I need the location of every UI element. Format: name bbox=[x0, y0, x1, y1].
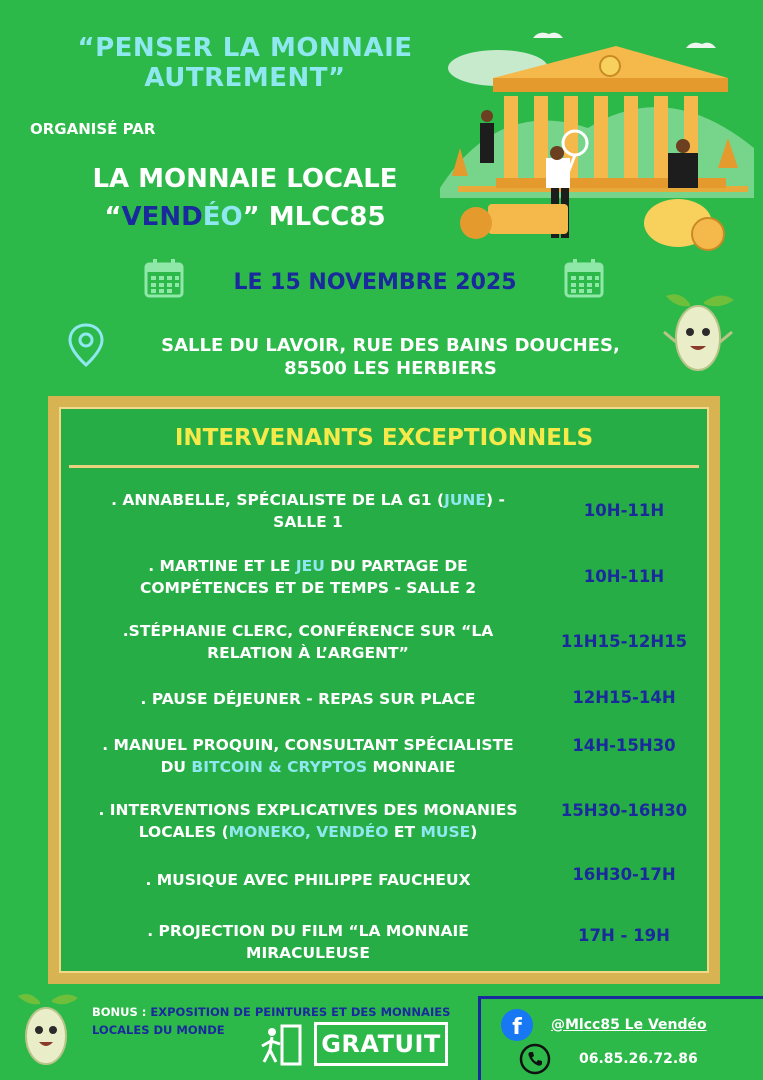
item-highlight: MUSE bbox=[420, 823, 471, 841]
item-text: . MANUEL PROQUIN, CONSULTANT SPÉCIALISTE bbox=[102, 736, 514, 754]
facebook-handle-link[interactable]: @Mlcc85 Le Vendéo bbox=[551, 1017, 707, 1033]
olive-mascot bbox=[12, 990, 80, 1072]
organised-by-label: ORGANISÉ PAR bbox=[30, 120, 156, 138]
program-item-text bbox=[63, 688, 553, 710]
program-item-time: 14H-15H30 bbox=[572, 736, 676, 755]
event-date: LE 15 NOVEMBRE 2025 bbox=[233, 270, 517, 295]
program-item-time: 12H15-14H bbox=[572, 688, 676, 707]
item-text: DU PARTAGE DE bbox=[324, 557, 468, 575]
event-address bbox=[118, 334, 663, 380]
bonus-label: BONUS : bbox=[92, 1005, 147, 1019]
phone-icon bbox=[519, 1043, 551, 1075]
program-item-text bbox=[63, 869, 553, 891]
organiser-line-2 bbox=[40, 198, 450, 236]
item-highlight: BITCOIN & CRYPTOS bbox=[191, 758, 368, 776]
bank-illustration bbox=[438, 8, 756, 258]
program-item-text bbox=[63, 620, 553, 664]
calendar-icon bbox=[564, 258, 604, 298]
program-item-text bbox=[63, 489, 553, 533]
item-text: . INTERVENTIONS EXPLICATIVES DES MONANIES bbox=[98, 801, 518, 819]
vendeo-part-1: VEND bbox=[121, 202, 203, 232]
location-pin-icon bbox=[66, 322, 106, 368]
address-line-1: SALLE DU LAVOIR, RUE DES BAINS DOUCHES, bbox=[161, 335, 620, 356]
item-text: MIRACULEUSE bbox=[246, 944, 370, 962]
divider bbox=[69, 465, 699, 468]
program-item-time: 11H15-12H15 bbox=[560, 632, 688, 651]
program-item-text bbox=[63, 734, 553, 778]
program-item-time: 10H-11H bbox=[583, 501, 665, 520]
item-highlight: MONEKO, VENDÉO bbox=[228, 823, 389, 841]
program-title: INTERVENANTS EXCEPTIONNELS bbox=[174, 425, 594, 451]
olive-mascot bbox=[660, 290, 738, 380]
program-item-time: 10H-11H bbox=[583, 567, 665, 586]
item-text: . MARTINE ET LE bbox=[148, 557, 296, 575]
program-panel bbox=[48, 396, 720, 984]
facebook-icon[interactable] bbox=[501, 1009, 533, 1041]
event-title bbox=[40, 33, 450, 93]
item-text: .STÉPHANIE CLERC, CONFÉRENCE SUR “LA bbox=[122, 622, 494, 640]
item-text: MONNAIE bbox=[367, 758, 456, 776]
bonus-text: LOCALES DU MONDE bbox=[92, 1023, 225, 1037]
title-line-1: “PENSER LA MONNAIE bbox=[77, 33, 413, 63]
calendar-icon bbox=[144, 258, 184, 298]
item-highlight: JEU bbox=[295, 557, 325, 575]
item-text: ET bbox=[388, 823, 421, 841]
item-text: RELATION À L’ARGENT” bbox=[207, 644, 409, 662]
vendeo-part-2: ÉO bbox=[202, 202, 243, 232]
organiser-line-1: LA MONNAIE LOCALE bbox=[92, 164, 398, 194]
facebook-letter: f bbox=[512, 1015, 522, 1040]
phone-number[interactable]: 06.85.26.72.86 bbox=[579, 1051, 698, 1067]
title-line-2: AUTREMENT” bbox=[144, 63, 346, 93]
program-item-time: 16H30-17H bbox=[572, 865, 676, 884]
item-text: SALLE 1 bbox=[273, 513, 343, 531]
open-quote: “ bbox=[104, 202, 122, 232]
program-item-text bbox=[63, 799, 553, 843]
organiser-code: ” MLCC85 bbox=[242, 202, 386, 232]
organiser-name bbox=[40, 160, 450, 236]
item-text: . PAUSE DÉJEUNER - REPAS SUR PLACE bbox=[140, 690, 476, 708]
item-text: LOCALES ( bbox=[138, 823, 229, 841]
program-item-time: 17H - 19H bbox=[578, 926, 670, 945]
bonus-text: EXPOSITION DE PEINTURES ET DES MONNAIES bbox=[146, 1005, 451, 1019]
item-text: ) bbox=[470, 823, 478, 841]
address-line-2: 85500 LES HERBIERS bbox=[284, 358, 497, 379]
free-entry-badge: GRATUIT bbox=[314, 1022, 448, 1066]
program-item-text bbox=[63, 555, 553, 599]
program-item-text bbox=[63, 920, 553, 964]
exit-door-icon bbox=[258, 1022, 304, 1068]
contact-box bbox=[478, 996, 763, 1080]
item-text: . PROJECTION DU FILM “LA MONNAIE bbox=[147, 922, 469, 940]
event-date-row bbox=[140, 258, 610, 304]
item-text: . MUSIQUE AVEC PHILIPPE FAUCHEUX bbox=[145, 871, 471, 889]
item-text: COMPÉTENCES ET DE TEMPS - SALLE 2 bbox=[139, 579, 476, 597]
item-text: . ANNABELLE, SPÉCIALISTE DE LA G1 ( bbox=[111, 491, 445, 509]
program-item-time: 15H30-16H30 bbox=[560, 801, 688, 820]
item-highlight: JUNE bbox=[444, 491, 486, 509]
item-text: DU bbox=[160, 758, 192, 776]
item-text: ) - bbox=[485, 491, 505, 509]
